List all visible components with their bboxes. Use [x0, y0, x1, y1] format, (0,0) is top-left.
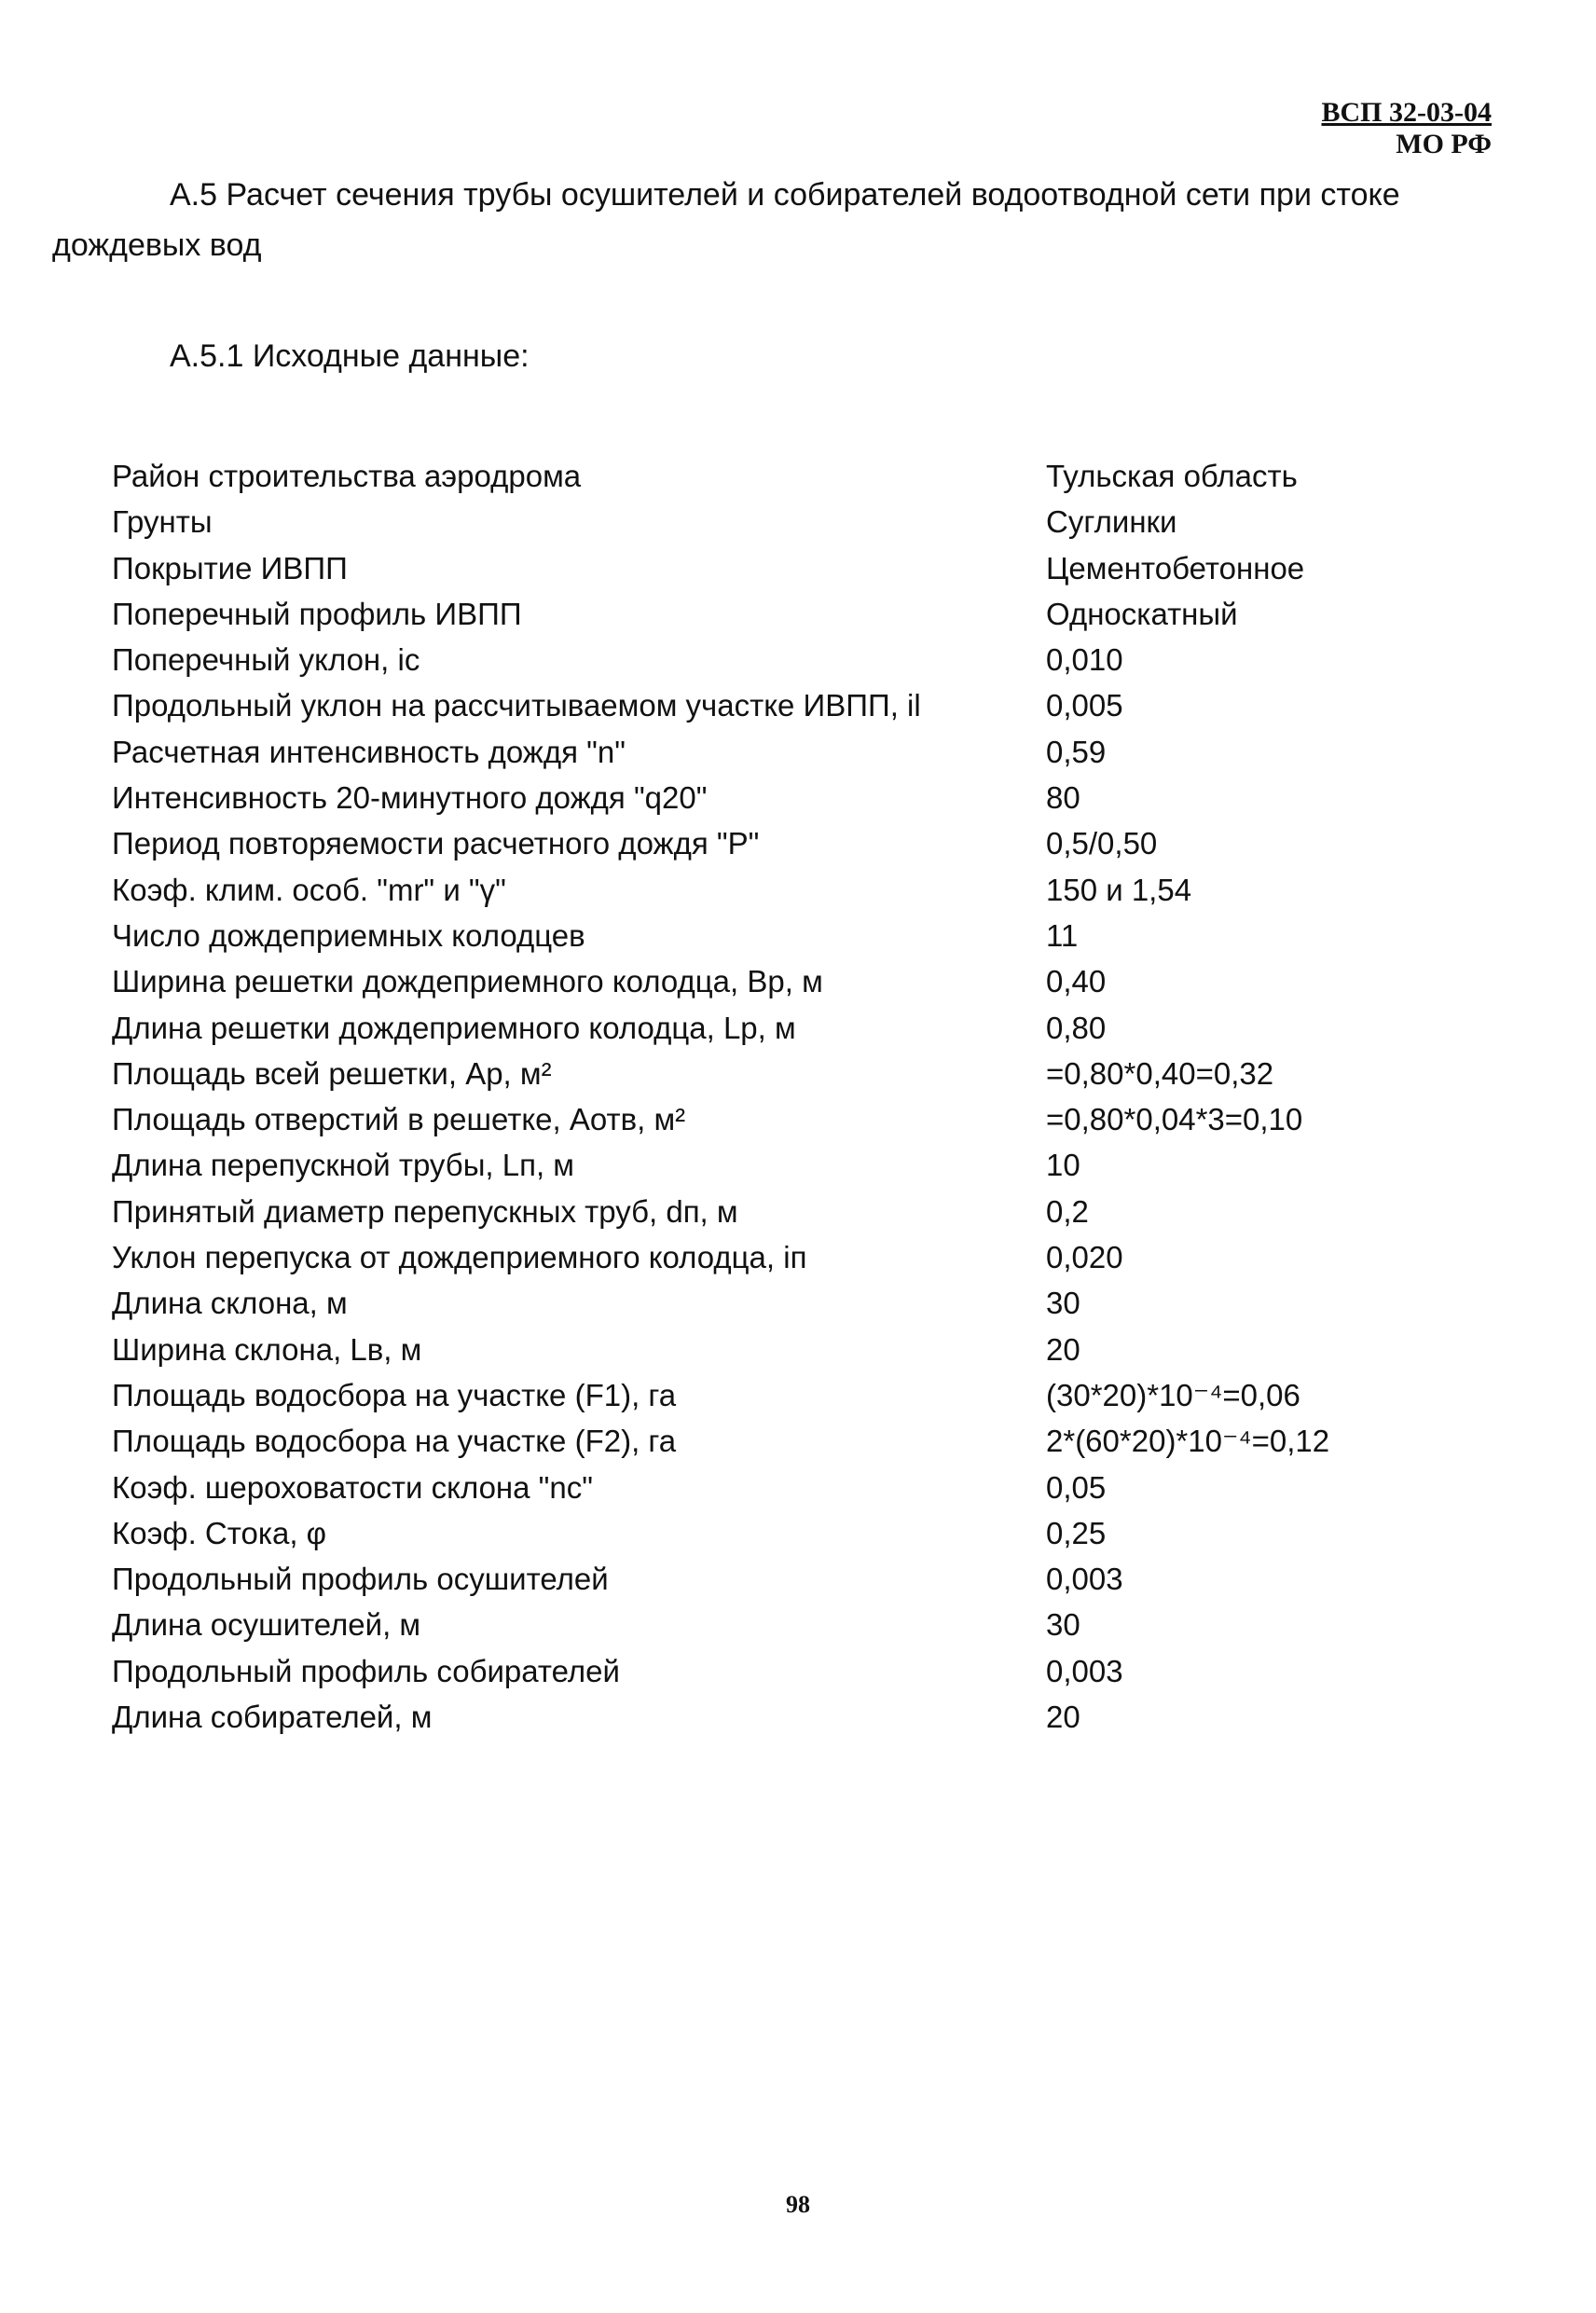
- parameter-row: [112, 591, 1370, 637]
- parameter-row: [112, 958, 1370, 1004]
- section-heading: [52, 170, 1495, 270]
- parameter-row: [112, 1648, 1370, 1694]
- parameter-row: [112, 1510, 1370, 1556]
- parameter-value: 0,25: [1046, 1515, 1107, 1550]
- parameter-value: 20: [1046, 1700, 1080, 1735]
- parameter-name: Коэф. Стока, φ: [112, 1515, 327, 1550]
- parameter-name: Площадь водосбора на участке (F2), га: [112, 1424, 677, 1459]
- parameter-row: [112, 1418, 1370, 1464]
- parameter-row: [112, 682, 1370, 728]
- parameter-row: [112, 637, 1370, 682]
- document-header: [1322, 97, 1493, 160]
- parameter-row: [112, 1602, 1370, 1647]
- document-code: ВСП 32-03-04: [1321, 97, 1492, 128]
- parameter-name: Покрытие ИВПП: [112, 550, 348, 585]
- parameter-name: Принятый диаметр перепускных труб, dп, м: [112, 1193, 738, 1229]
- parameter-value: 0,005: [1046, 688, 1123, 723]
- parameter-value: Суглинки: [1046, 504, 1177, 540]
- parameter-row: [112, 1465, 1370, 1510]
- parameter-name: Период повторяемости расчетного дождя "P": [112, 826, 760, 861]
- parameter-row: [112, 1005, 1370, 1051]
- parameter-row: [112, 1280, 1370, 1326]
- section-heading-line-1: А.5 Расчет сечения трубы осушителей и собирателей водоотводной сети при стоке: [170, 177, 1400, 213]
- parameter-row: [112, 1694, 1370, 1740]
- parameter-name: Площадь водосбора на участке (F1), га: [112, 1377, 677, 1412]
- parameter-name: Продольный уклон на рассчитываемом участке ИВПП, il: [112, 688, 921, 723]
- parameter-name: Уклон перепуска от дождеприемного колодца, iп: [112, 1240, 807, 1275]
- parameter-row: [112, 729, 1370, 775]
- parameter-row: [112, 453, 1370, 499]
- parameter-value: 2*(60*20)*10⁻⁴=0,12: [1046, 1424, 1330, 1459]
- parameter-value: 0,003: [1046, 1653, 1123, 1688]
- parameter-value: 30: [1046, 1607, 1080, 1643]
- parameter-row: [112, 913, 1370, 958]
- parameter-value: (30*20)*10⁻⁴=0,06: [1046, 1377, 1300, 1412]
- parameter-name: Длина осушителей, м: [112, 1607, 421, 1643]
- parameter-row: [112, 1234, 1370, 1280]
- parameter-value: 0,020: [1046, 1240, 1123, 1275]
- parameter-name: Коэф. шероховатости склона "nс": [112, 1469, 593, 1505]
- parameter-value: 0,05: [1046, 1469, 1107, 1505]
- parameter-value: Цементобетонное: [1046, 550, 1305, 585]
- parameter-name: Коэф. клим. особ. "mr" и "γ": [112, 872, 506, 907]
- parameter-row: [112, 1372, 1370, 1418]
- parameter-row: [112, 820, 1370, 866]
- parameter-row: [112, 1051, 1370, 1096]
- parameter-name: Продольный профиль осушителей: [112, 1562, 609, 1597]
- parameter-row: [112, 1142, 1370, 1188]
- parameter-value: 0,80: [1046, 1010, 1107, 1045]
- parameter-name: Район строительства аэродрома: [112, 459, 582, 493]
- section-heading-line-2: дождевых вод: [52, 227, 262, 263]
- parameter-row: [112, 775, 1370, 820]
- parameter-name: Расчетная интенсивность дождя "n": [112, 734, 626, 769]
- page-number: 98: [786, 2191, 810, 2218]
- parameter-value: Односкатный: [1046, 596, 1238, 631]
- parameter-value: 11: [1046, 917, 1079, 953]
- parameter-value: 0,59: [1046, 734, 1107, 769]
- parameter-name: Длина перепускной трубы, Lп, м: [112, 1148, 574, 1183]
- parameter-value: 0,40: [1046, 964, 1107, 999]
- parameter-row: [112, 1189, 1370, 1234]
- parameter-row: [112, 1556, 1370, 1602]
- parameter-value: 0,5/0,50: [1046, 826, 1158, 861]
- parameter-name: Ширина решетки дождеприемного колодца, Bр, м: [112, 964, 823, 999]
- parameter-name: Длина склона, м: [112, 1286, 348, 1321]
- subsection-heading: А.5.1 Исходные данные:: [170, 338, 530, 374]
- parameter-name: Длина решетки дождеприемного колодца, Lр, м: [112, 1010, 796, 1045]
- parameter-value: 30: [1046, 1286, 1080, 1321]
- parameter-row: [112, 1327, 1370, 1372]
- parameter-value: 10: [1046, 1148, 1080, 1183]
- parameter-value: =0,80*0,40=0,32: [1046, 1055, 1274, 1091]
- parameter-name: Длина собирателей, м: [112, 1700, 433, 1735]
- parameter-row: [112, 1096, 1370, 1142]
- parameter-name: Число дождеприемных колодцев: [112, 917, 585, 953]
- parameter-value: 0,010: [1046, 642, 1123, 678]
- parameter-row: [112, 867, 1370, 913]
- document-organization: МО РФ: [1396, 129, 1492, 159]
- parameter-row: [112, 545, 1370, 591]
- parameter-name: Интенсивность 20-минутного дождя "q20": [112, 780, 708, 816]
- parameter-name: Площадь всей решетки, Aр, м²: [112, 1055, 552, 1091]
- parameter-name: Поперечный уклон, iс: [112, 642, 420, 678]
- parameter-value: Тульская область: [1046, 459, 1298, 493]
- parameter-value: =0,80*0,04*3=0,10: [1046, 1102, 1303, 1137]
- parameter-name: Продольный профиль собирателей: [112, 1653, 620, 1688]
- parameter-value: 150 и 1,54: [1046, 872, 1192, 907]
- parameter-name: Грунты: [112, 504, 213, 540]
- parameter-name: Поперечный профиль ИВПП: [112, 596, 522, 631]
- parameter-value: 0,003: [1046, 1562, 1123, 1597]
- parameter-value: 80: [1046, 780, 1080, 816]
- parameter-name: Ширина склона, Lв, м: [112, 1331, 422, 1367]
- parameter-value: 20: [1046, 1331, 1080, 1367]
- parameter-row: [112, 499, 1370, 544]
- parameters-list: [112, 453, 1370, 1740]
- parameter-value: 0,2: [1046, 1193, 1089, 1229]
- parameter-name: Площадь отверстий в решетке, Aотв, м²: [112, 1102, 686, 1137]
